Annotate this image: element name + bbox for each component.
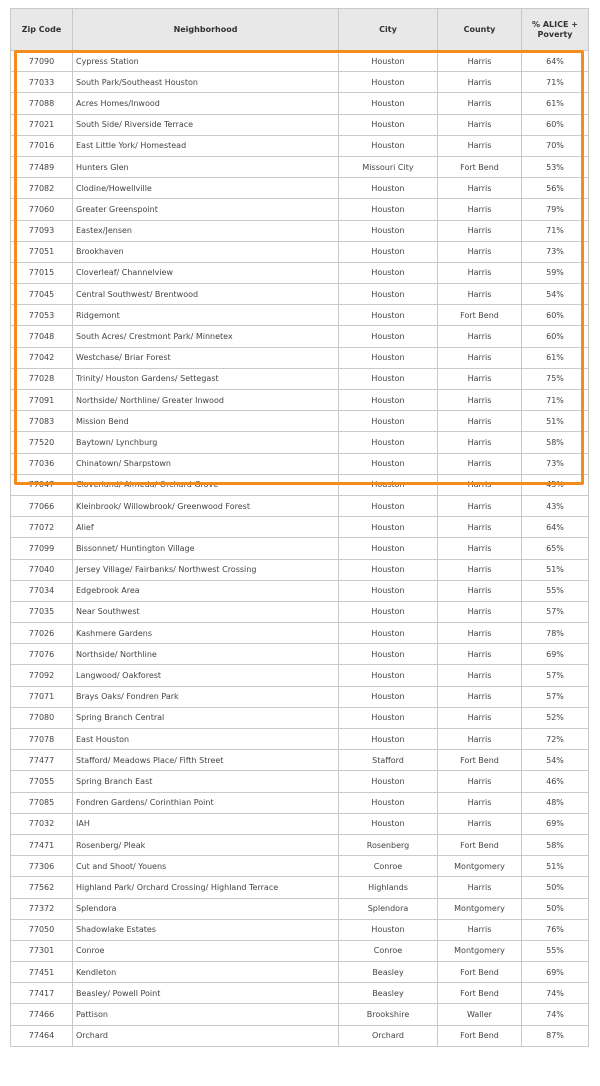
cell-zip-code: 77066 — [11, 495, 73, 516]
cell-zip-code: 77489 — [11, 156, 73, 177]
cell-county: Harris — [438, 432, 522, 453]
cell-zip-code: 77080 — [11, 707, 73, 728]
cell-neighborhood: Eastex/Jensen — [73, 220, 339, 241]
cell-city: Houston — [339, 792, 438, 813]
cell-county: Harris — [438, 220, 522, 241]
cell-county: Harris — [438, 135, 522, 156]
table-row — [11, 813, 589, 834]
cell-county: Harris — [438, 665, 522, 686]
cell-neighborhood: South Acres/ Crestmont Park/ Minnetex — [73, 326, 339, 347]
cell-neighborhood: Stafford/ Meadows Place/ Fifth Street — [73, 750, 339, 771]
cell-zip-code: 77036 — [11, 453, 73, 474]
table-row — [11, 453, 589, 474]
cell-city: Houston — [339, 707, 438, 728]
cell-city: Splendora — [339, 898, 438, 919]
cell-alice-poverty: 75% — [522, 368, 589, 389]
cell-neighborhood: Conroe — [73, 940, 339, 961]
cell-city: Houston — [339, 347, 438, 368]
cell-zip-code: 77016 — [11, 135, 73, 156]
cell-alice-poverty: 61% — [522, 347, 589, 368]
cell-zip-code: 77028 — [11, 368, 73, 389]
table-row — [11, 834, 589, 855]
cell-alice-poverty: 57% — [522, 686, 589, 707]
cell-city: Beasley — [339, 962, 438, 983]
cell-neighborhood: South Park/Southeast Houston — [73, 72, 339, 93]
cell-neighborhood: Splendora — [73, 898, 339, 919]
cell-city: Houston — [339, 729, 438, 750]
cell-neighborhood: Spring Branch Central — [73, 707, 339, 728]
table-row — [11, 135, 589, 156]
cell-alice-poverty: 71% — [522, 72, 589, 93]
cell-county: Montgomery — [438, 940, 522, 961]
cell-neighborhood: Bissonnet/ Huntington Village — [73, 538, 339, 559]
cell-zip-code: 77471 — [11, 834, 73, 855]
table-row — [11, 220, 589, 241]
cell-zip-code: 77078 — [11, 729, 73, 750]
cell-neighborhood: Edgebrook Area — [73, 580, 339, 601]
cell-city: Conroe — [339, 940, 438, 961]
table-row — [11, 962, 589, 983]
table-row — [11, 51, 589, 72]
cell-zip-code: 77464 — [11, 1025, 73, 1046]
cell-zip-code: 77092 — [11, 665, 73, 686]
cell-county: Harris — [438, 241, 522, 262]
table-row — [11, 411, 589, 432]
cell-county: Harris — [438, 114, 522, 135]
cell-county: Harris — [438, 284, 522, 305]
cell-alice-poverty: 87% — [522, 1025, 589, 1046]
cell-city: Houston — [339, 326, 438, 347]
cell-zip-code: 77477 — [11, 750, 73, 771]
cell-zip-code: 77562 — [11, 877, 73, 898]
cell-city: Houston — [339, 665, 438, 686]
cell-neighborhood: Highland Park/ Orchard Crossing/ Highland Terrace — [73, 877, 339, 898]
cell-county: Harris — [438, 411, 522, 432]
cell-neighborhood: Rosenberg/ Pleak — [73, 834, 339, 855]
cell-neighborhood: Brookhaven — [73, 241, 339, 262]
cell-city: Houston — [339, 51, 438, 72]
cell-zip-code: 77045 — [11, 284, 73, 305]
cell-alice-poverty: 55% — [522, 940, 589, 961]
cell-alice-poverty: 57% — [522, 665, 589, 686]
table-row — [11, 856, 589, 877]
cell-alice-poverty: 48% — [522, 792, 589, 813]
header-row — [11, 9, 589, 51]
cell-neighborhood: Langwood/ Oakforest — [73, 665, 339, 686]
cell-city: Orchard — [339, 1025, 438, 1046]
table-row — [11, 559, 589, 580]
cell-alice-poverty: 70% — [522, 135, 589, 156]
cell-zip-code: 77060 — [11, 199, 73, 220]
cell-neighborhood: Orchard — [73, 1025, 339, 1046]
cell-county: Harris — [438, 580, 522, 601]
cell-neighborhood: Cloverleaf/ Channelview — [73, 262, 339, 283]
table-row — [11, 432, 589, 453]
cell-zip-code: 77051 — [11, 241, 73, 262]
cell-county: Harris — [438, 495, 522, 516]
cell-alice-poverty: 51% — [522, 411, 589, 432]
cell-alice-poverty: 64% — [522, 51, 589, 72]
cell-neighborhood: Mission Bend — [73, 411, 339, 432]
cell-zip-code: 77050 — [11, 919, 73, 940]
cell-zip-code: 77042 — [11, 347, 73, 368]
cell-zip-code: 77072 — [11, 517, 73, 538]
cell-neighborhood: East Houston — [73, 729, 339, 750]
cell-county: Fort Bend — [438, 750, 522, 771]
table-row — [11, 241, 589, 262]
cell-alice-poverty: 73% — [522, 453, 589, 474]
cell-county: Harris — [438, 644, 522, 665]
table-row — [11, 156, 589, 177]
header-city: City — [339, 9, 438, 51]
cell-alice-poverty: 60% — [522, 305, 589, 326]
cell-zip-code: 77015 — [11, 262, 73, 283]
cell-neighborhood: Pattison — [73, 1004, 339, 1025]
cell-city: Missouri City — [339, 156, 438, 177]
cell-neighborhood: Central Southwest/ Brentwood — [73, 284, 339, 305]
table-row — [11, 792, 589, 813]
cell-alice-poverty: 54% — [522, 284, 589, 305]
cell-county: Harris — [438, 453, 522, 474]
table-row — [11, 623, 589, 644]
cell-county: Harris — [438, 199, 522, 220]
cell-city: Houston — [339, 284, 438, 305]
cell-county: Montgomery — [438, 898, 522, 919]
cell-zip-code: 77306 — [11, 856, 73, 877]
table-row — [11, 940, 589, 961]
cell-zip-code: 77033 — [11, 72, 73, 93]
table-row — [11, 665, 589, 686]
cell-neighborhood: Shadowlake Estates — [73, 919, 339, 940]
table-row — [11, 983, 589, 1004]
cell-county: Harris — [438, 517, 522, 538]
cell-city: Brookshire — [339, 1004, 438, 1025]
table-row — [11, 262, 589, 283]
table-row — [11, 771, 589, 792]
cell-county: Harris — [438, 474, 522, 495]
cell-neighborhood: Kashmere Gardens — [73, 623, 339, 644]
cell-county: Harris — [438, 51, 522, 72]
cell-city: Houston — [339, 390, 438, 411]
cell-alice-poverty: 60% — [522, 114, 589, 135]
alice-poverty-table — [10, 8, 589, 1047]
table-row — [11, 898, 589, 919]
cell-zip-code: 77520 — [11, 432, 73, 453]
table-row — [11, 601, 589, 622]
cell-county: Harris — [438, 919, 522, 940]
cell-county: Harris — [438, 538, 522, 559]
cell-city: Houston — [339, 813, 438, 834]
cell-zip-code: 77034 — [11, 580, 73, 601]
cell-zip-code: 77053 — [11, 305, 73, 326]
table-header — [11, 9, 589, 51]
cell-county: Fort Bend — [438, 156, 522, 177]
cell-neighborhood: Acres Homes/Inwood — [73, 93, 339, 114]
cell-zip-code: 77040 — [11, 559, 73, 580]
cell-alice-poverty: 65% — [522, 538, 589, 559]
cell-neighborhood: Westchase/ Briar Forest — [73, 347, 339, 368]
cell-neighborhood: Greater Greenspoint — [73, 199, 339, 220]
cell-city: Houston — [339, 93, 438, 114]
cell-alice-poverty: 69% — [522, 813, 589, 834]
cell-zip-code: 77090 — [11, 51, 73, 72]
cell-neighborhood: Kleinbrook/ Willowbrook/ Greenwood Forest — [73, 495, 339, 516]
cell-alice-poverty: 71% — [522, 220, 589, 241]
cell-county: Harris — [438, 771, 522, 792]
cell-zip-code: 77372 — [11, 898, 73, 919]
cell-zip-code: 77301 — [11, 940, 73, 961]
cell-alice-poverty: 59% — [522, 262, 589, 283]
table-row — [11, 538, 589, 559]
cell-city: Houston — [339, 644, 438, 665]
cell-neighborhood: Cypress Station — [73, 51, 339, 72]
cell-county: Harris — [438, 792, 522, 813]
table-row — [11, 199, 589, 220]
cell-alice-poverty: 58% — [522, 834, 589, 855]
cell-city: Houston — [339, 919, 438, 940]
cell-county: Fort Bend — [438, 983, 522, 1004]
cell-alice-poverty: 79% — [522, 199, 589, 220]
cell-city: Houston — [339, 453, 438, 474]
cell-alice-poverty: 57% — [522, 601, 589, 622]
table-row — [11, 1025, 589, 1046]
cell-neighborhood: IAH — [73, 813, 339, 834]
table-row — [11, 750, 589, 771]
cell-county: Harris — [438, 707, 522, 728]
table-row — [11, 580, 589, 601]
cell-neighborhood: Fondren Gardens/ Corinthian Point — [73, 792, 339, 813]
cell-city: Stafford — [339, 750, 438, 771]
cell-city: Houston — [339, 72, 438, 93]
cell-county: Waller — [438, 1004, 522, 1025]
table-row — [11, 284, 589, 305]
cell-alice-poverty: 76% — [522, 919, 589, 940]
cell-alice-poverty: 45% — [522, 474, 589, 495]
cell-county: Harris — [438, 686, 522, 707]
cell-county: Harris — [438, 559, 522, 580]
table-row — [11, 495, 589, 516]
cell-city: Houston — [339, 686, 438, 707]
table-row — [11, 72, 589, 93]
cell-zip-code: 77099 — [11, 538, 73, 559]
cell-zip-code: 77093 — [11, 220, 73, 241]
table-row — [11, 178, 589, 199]
cell-alice-poverty: 60% — [522, 326, 589, 347]
cell-city: Houston — [339, 623, 438, 644]
cell-alice-poverty: 69% — [522, 644, 589, 665]
cell-alice-poverty: 43% — [522, 495, 589, 516]
cell-county: Fort Bend — [438, 962, 522, 983]
table-row — [11, 305, 589, 326]
header-county: County — [438, 9, 522, 51]
cell-county: Harris — [438, 601, 522, 622]
table-row — [11, 326, 589, 347]
cell-city: Houston — [339, 601, 438, 622]
table-body — [11, 51, 589, 1047]
table-row — [11, 686, 589, 707]
cell-neighborhood: Alief — [73, 517, 339, 538]
cell-neighborhood: Chinatown/ Sharpstown — [73, 453, 339, 474]
cell-county: Harris — [438, 326, 522, 347]
cell-county: Harris — [438, 813, 522, 834]
cell-zip-code: 77091 — [11, 390, 73, 411]
cell-neighborhood: Northside/ Northline — [73, 644, 339, 665]
cell-city: Houston — [339, 474, 438, 495]
cell-neighborhood: Cloverland/ Almeda/ Orchard Grove — [73, 474, 339, 495]
cell-alice-poverty: 56% — [522, 178, 589, 199]
cell-city: Rosenberg — [339, 834, 438, 855]
cell-alice-poverty: 51% — [522, 559, 589, 580]
table-row — [11, 517, 589, 538]
cell-alice-poverty: 53% — [522, 156, 589, 177]
cell-county: Harris — [438, 262, 522, 283]
cell-neighborhood: Northside/ Northline/ Greater Inwood — [73, 390, 339, 411]
table-row — [11, 644, 589, 665]
table-row — [11, 1004, 589, 1025]
cell-city: Houston — [339, 771, 438, 792]
table-row — [11, 390, 589, 411]
cell-county: Fort Bend — [438, 1025, 522, 1046]
cell-city: Houston — [339, 495, 438, 516]
cell-zip-code: 77055 — [11, 771, 73, 792]
table-row — [11, 729, 589, 750]
cell-alice-poverty: 73% — [522, 241, 589, 262]
cell-zip-code: 77451 — [11, 962, 73, 983]
data-table-container — [10, 8, 588, 1047]
cell-zip-code: 77026 — [11, 623, 73, 644]
cell-alice-poverty: 72% — [522, 729, 589, 750]
cell-alice-poverty: 74% — [522, 983, 589, 1004]
cell-alice-poverty: 52% — [522, 707, 589, 728]
cell-alice-poverty: 71% — [522, 390, 589, 411]
cell-alice-poverty: 50% — [522, 877, 589, 898]
cell-zip-code: 77071 — [11, 686, 73, 707]
cell-zip-code: 77417 — [11, 983, 73, 1004]
cell-alice-poverty: 69% — [522, 962, 589, 983]
cell-neighborhood: Kendleton — [73, 962, 339, 983]
cell-county: Montgomery — [438, 856, 522, 877]
cell-city: Houston — [339, 368, 438, 389]
table-row — [11, 93, 589, 114]
cell-county: Harris — [438, 390, 522, 411]
cell-neighborhood: Hunters Glen — [73, 156, 339, 177]
cell-alice-poverty: 46% — [522, 771, 589, 792]
cell-alice-poverty: 54% — [522, 750, 589, 771]
cell-neighborhood: Trinity/ Houston Gardens/ Settegast — [73, 368, 339, 389]
cell-zip-code: 77466 — [11, 1004, 73, 1025]
cell-county: Harris — [438, 368, 522, 389]
cell-county: Harris — [438, 347, 522, 368]
table-row — [11, 707, 589, 728]
cell-neighborhood: Jersey Village/ Fairbanks/ Northwest Crossing — [73, 559, 339, 580]
cell-zip-code: 77083 — [11, 411, 73, 432]
cell-city: Houston — [339, 178, 438, 199]
cell-city: Conroe — [339, 856, 438, 877]
cell-city: Houston — [339, 432, 438, 453]
cell-neighborhood: Spring Branch East — [73, 771, 339, 792]
cell-county: Harris — [438, 72, 522, 93]
cell-neighborhood: Ridgemont — [73, 305, 339, 326]
cell-city: Beasley — [339, 983, 438, 1004]
cell-zip-code: 77085 — [11, 792, 73, 813]
cell-zip-code: 77082 — [11, 178, 73, 199]
cell-city: Highlands — [339, 877, 438, 898]
cell-county: Fort Bend — [438, 305, 522, 326]
cell-alice-poverty: 74% — [522, 1004, 589, 1025]
cell-neighborhood: South Side/ Riverside Terrace — [73, 114, 339, 135]
table-row — [11, 474, 589, 495]
cell-alice-poverty: 78% — [522, 623, 589, 644]
cell-city: Houston — [339, 305, 438, 326]
header-zip-code: Zip Code — [11, 9, 73, 51]
cell-county: Harris — [438, 178, 522, 199]
cell-city: Houston — [339, 538, 438, 559]
table-row — [11, 877, 589, 898]
cell-neighborhood: Near Southwest — [73, 601, 339, 622]
cell-city: Houston — [339, 580, 438, 601]
cell-city: Houston — [339, 559, 438, 580]
cell-alice-poverty: 61% — [522, 93, 589, 114]
cell-city: Houston — [339, 241, 438, 262]
cell-county: Fort Bend — [438, 834, 522, 855]
cell-zip-code: 77032 — [11, 813, 73, 834]
cell-city: Houston — [339, 114, 438, 135]
cell-neighborhood: Baytown/ Lynchburg — [73, 432, 339, 453]
cell-neighborhood: East Little York/ Homestead — [73, 135, 339, 156]
cell-county: Harris — [438, 877, 522, 898]
cell-alice-poverty: 50% — [522, 898, 589, 919]
cell-alice-poverty: 58% — [522, 432, 589, 453]
cell-zip-code: 77035 — [11, 601, 73, 622]
cell-city: Houston — [339, 135, 438, 156]
cell-zip-code: 77047 — [11, 474, 73, 495]
cell-county: Harris — [438, 729, 522, 750]
table-row — [11, 114, 589, 135]
cell-neighborhood: Cut and Shoot/ Youens — [73, 856, 339, 877]
cell-neighborhood: Beasley/ Powell Point — [73, 983, 339, 1004]
cell-zip-code: 77076 — [11, 644, 73, 665]
cell-alice-poverty: 64% — [522, 517, 589, 538]
cell-neighborhood: Brays Oaks/ Fondren Park — [73, 686, 339, 707]
cell-alice-poverty: 51% — [522, 856, 589, 877]
cell-city: Houston — [339, 199, 438, 220]
cell-city: Houston — [339, 220, 438, 241]
cell-county: Harris — [438, 93, 522, 114]
cell-city: Houston — [339, 411, 438, 432]
cell-zip-code: 77021 — [11, 114, 73, 135]
cell-zip-code: 77088 — [11, 93, 73, 114]
header-alice-poverty: % ALICE + Poverty — [522, 9, 589, 51]
cell-city: Houston — [339, 262, 438, 283]
cell-neighborhood: Clodine/Howellville — [73, 178, 339, 199]
table-row — [11, 368, 589, 389]
cell-alice-poverty: 55% — [522, 580, 589, 601]
table-row — [11, 919, 589, 940]
table-row — [11, 347, 589, 368]
cell-city: Houston — [339, 517, 438, 538]
cell-county: Harris — [438, 623, 522, 644]
cell-zip-code: 77048 — [11, 326, 73, 347]
header-neighborhood: Neighborhood — [73, 9, 339, 51]
